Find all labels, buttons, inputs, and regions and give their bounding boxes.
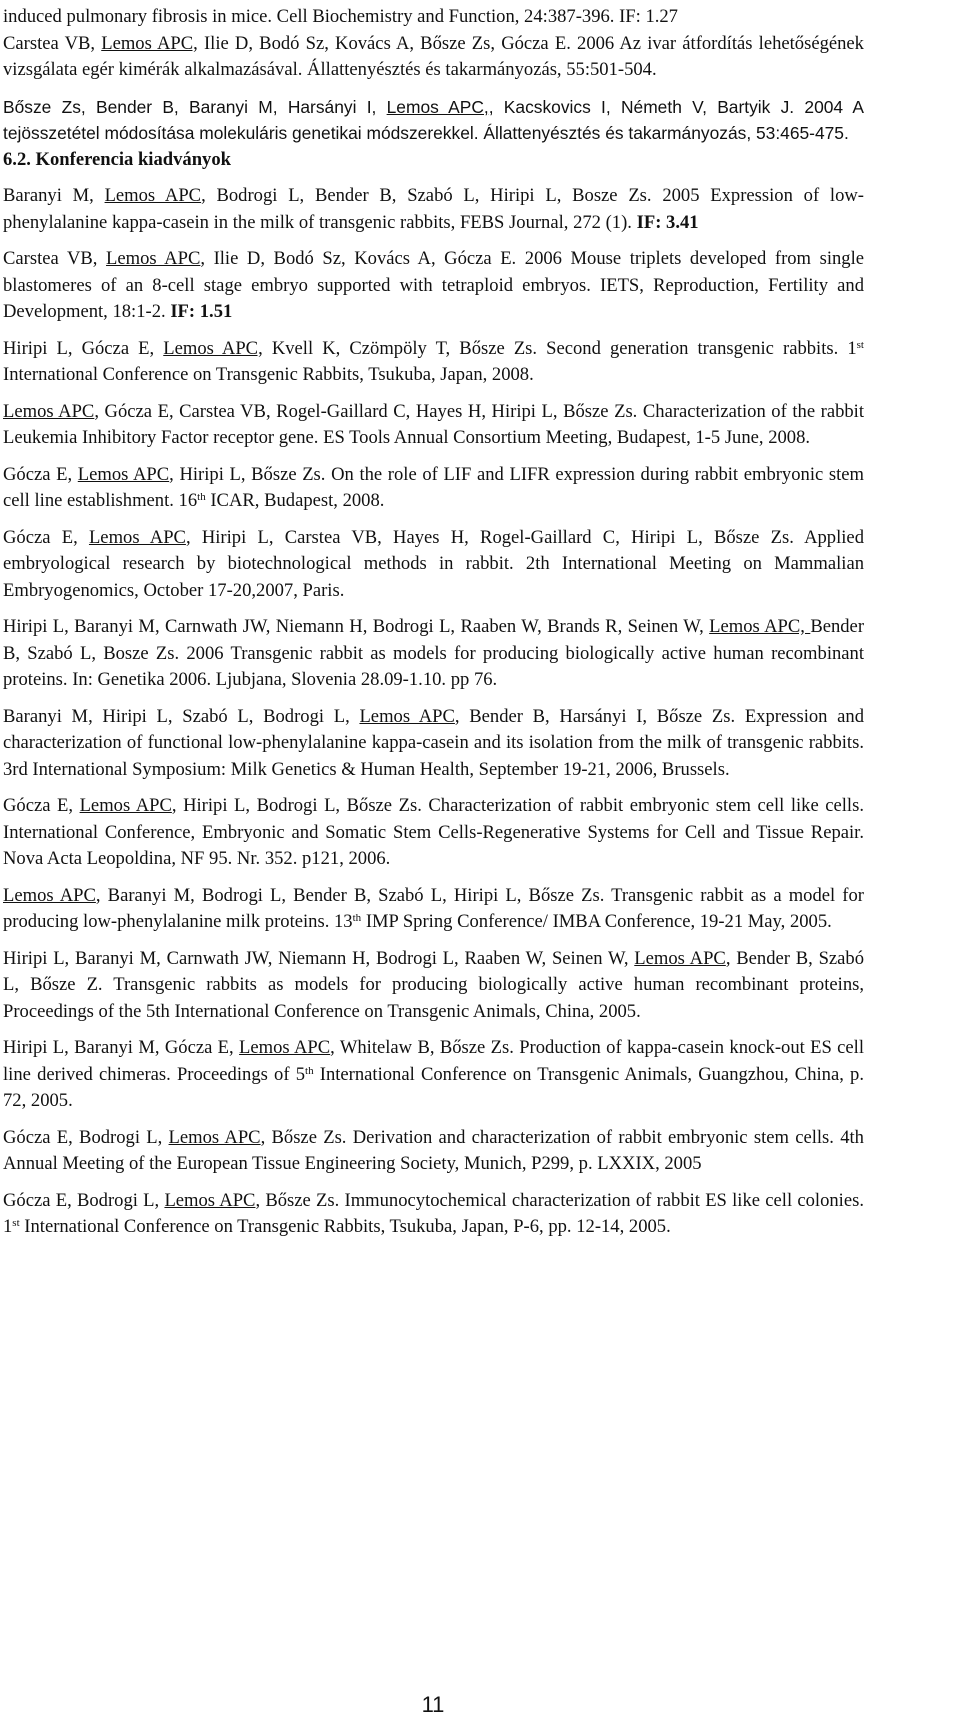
highlighted-author: Lemos APC <box>359 705 455 727</box>
conference-details: , Bodrogi L, Bender B, Szabó L, Hiripi L, Bosze Zs. 2005 Expression of low-phenylalanine kappa-casein in the milk of transgenic rabbits, FEBS Journal, 272 (1). <box>3 185 864 233</box>
conference-details-end: ICAR, Budapest, 2008. <box>205 490 385 511</box>
highlighted-author: Lemos APC, <box>709 616 811 637</box>
highlighted-author: Lemos APC <box>3 400 95 422</box>
conference-entry <box>3 399 864 452</box>
highlighted-author: Lemos APC <box>106 248 201 269</box>
conference-details: , Baranyi M, Bodrogi L, Bender B, Szabó L, Hiripi L, Bősze Zs. Transgenic rabbit as a model for producing low-phenylalanine milk proteins. 13 <box>3 884 864 932</box>
conference-entry <box>3 614 864 694</box>
conference-entry <box>3 183 864 236</box>
ordinal-suffix: st <box>856 338 864 351</box>
conference-entry <box>3 883 864 936</box>
conference-entry <box>3 1125 864 1178</box>
conference-entry <box>3 1188 864 1241</box>
highlighted-author: Lemos APC <box>164 1189 256 1211</box>
conference-authors: Gócza E, <box>3 526 89 548</box>
ordinal-suffix: st <box>12 1216 20 1229</box>
ordinal-suffix: th <box>352 911 362 924</box>
highlighted-author: Lemos APC <box>77 463 170 485</box>
conference-details: , Hiripi L, Bősze Zs. On the role of LIF and LIFR expression during rabbit embryonic stem cell line establishment. 16 <box>3 463 864 511</box>
conference-entry <box>3 462 864 515</box>
conference-entry <box>3 704 864 784</box>
ordinal-suffix: th <box>305 1064 314 1077</box>
highlighted-author: Lemos APC <box>88 526 186 548</box>
conference-entry <box>3 336 864 389</box>
conference-authors: Gócza E, Bodrogi L, <box>3 1189 165 1211</box>
conference-details-end: IMP Spring Conference/ IMBA Conference, 19-21 May, 2005. <box>361 911 832 932</box>
conference-list <box>3 183 864 1241</box>
conference-authors: Hiripi L, Baranyi M, Carnwath JW, Niemann H, Bodrogi L, Raaben W, Brands R, Seinen W, <box>3 616 710 637</box>
impact-factor: IF: 3.41 <box>636 211 699 233</box>
conference-entry <box>3 525 864 605</box>
conference-details: , Bősze Zs. Derivation and characterization of rabbit embryonic stem cells. 4th Annual Meeting of the European Tissue Engineering Society, Munich, P299, p. LXXIX, 2005 <box>3 1126 864 1174</box>
highlighted-author: Lemos APC, <box>163 337 263 359</box>
conference-entry <box>3 793 864 873</box>
conference-authors: Gócza E, <box>3 795 80 816</box>
conference-entry <box>3 246 864 326</box>
conference-details-end: International Conference on Transgenic Rabbits, Tsukuba, Japan, P-6, pp. 12-14, 2005. <box>19 1216 671 1237</box>
publication-details: , Kacskovics I, Németh V, Bartyik J. 2004 A tejösszetétel módosítása molekuláris genetikai módszerekkel. Állattenyésztés és takarmányozás, 53:465-475. <box>3 96 864 143</box>
conference-authors: Gócza E, <box>3 463 78 485</box>
publication-text: induced pulmonary fibrosis in mice. Cell Biochemistry and Function, 24:387-396. IF: 1.27 <box>3 6 678 27</box>
conference-details: , Bősze Zs. Immunocytochemical characterization of rabbit ES like cell colonies. 1 <box>3 1189 864 1237</box>
conference-details: , Bender B, Szabó L, Bősze Z. Transgenic rabbits as models for producing biologically active human recombinant proteins, Proceedings of the 5th International Conference on Transgenic Animals, China, 2005. <box>3 947 865 1022</box>
conference-details: , Hiripi L, Bodrogi L, Bősze Zs. Characterization of rabbit embryonic stem cell like cells. International Conference, Embryonic and Somatic Stem Cells-Regenerative Systems for Cell and Tissue Repair. Nova Acta Leopoldina, NF 95. Nr. 352. p121, 2006. <box>3 795 864 869</box>
conference-details: , Whitelaw B, Bősze Zs. Production of kappa-casein knock-out ES cell line derived chimeras. Proceedings of 5 <box>3 1037 865 1085</box>
highlighted-author: Lemos APC <box>3 884 96 906</box>
highlighted-author: Lemos APC <box>239 1037 331 1058</box>
conference-entry <box>3 1035 864 1115</box>
ordinal-suffix: th <box>197 490 206 503</box>
conference-entry <box>3 946 864 1026</box>
conference-details: , Hiripi L, Carstea VB, Hayes H, Rogel-Gaillard C, Hiripi L, Bősze Zs. Applied embryological research by biotechnological methods in rabbit. 2th International Meeting on Mammalian Embryogenomics, October 17-20,2007, Paris. <box>3 526 864 601</box>
section-heading: 6.2. Konferencia kiadványok <box>3 148 231 170</box>
conference-authors: Hiripi L, Baranyi M, Gócza E, <box>3 1037 240 1058</box>
highlighted-author: Lemos APC <box>634 947 726 969</box>
conference-authors: Hiripi L, Baranyi M, Carnwath JW, Niemann H, Bodrogi L, Raaben W, Seinen W, <box>3 947 635 969</box>
highlighted-author: Lemos APC <box>104 185 202 206</box>
conference-authors: Baranyi M, Hiripi L, Szabó L, Bodrogi L, <box>3 705 360 727</box>
highlighted-author: Lemos APC <box>79 795 172 816</box>
publication-entry <box>3 31 864 84</box>
highlighted-author: Lemos APC, <box>386 96 489 117</box>
publication-entry <box>3 94 864 147</box>
page-number: 11 <box>421 1692 445 1717</box>
conference-details-end: International Conference on Transgenic Animals, Guangzhou, China, p. 72, 2005. <box>3 1063 864 1111</box>
conference-authors: Baranyi M, <box>3 185 105 206</box>
conference-details-end: International Conference on Transgenic Rabbits, Tsukuba, Japan, 2008. <box>3 364 534 385</box>
conference-details: Bender B, Szabó L, Bosze Zs. 2006 Transgenic rabbit as models for producing biologically active human recombinant proteins. In: Genetika 2006. Ljubjana, Slovenia 28.09-1.10. pp 76. <box>3 616 865 690</box>
conference-details: , Gócza E, Carstea VB, Rogel-Gaillard C, Hayes H, Hiripi L, Bősze Zs. Characterization of the rabbit Leukemia Inhibitory Factor receptor gene. ES Tools Annual Consortium Meeting, Budapest, 1-5 June, 2008. <box>3 400 865 448</box>
conference-authors: Gócza E, Bodrogi L, <box>3 1126 169 1148</box>
conference-details: , Bender B, Harsányi I, Bősze Zs. Expression and characterization of functional low-phenylalanine kappa-casein and its isolation from the milk of transgenic rabbits. 3rd International Symposium: Milk Genetics & Human Health, September 19-21, 2006, Brussels. <box>3 705 864 780</box>
publication-entry-continued <box>3 4 864 31</box>
highlighted-author: Lemos APC, <box>101 32 198 54</box>
impact-factor: IF: 1.51 <box>170 301 233 322</box>
highlighted-author: Lemos APC <box>168 1126 261 1148</box>
publication-details: Ilie D, Bodó Sz, Kovács A, Bősze Zs, Gócza E. 2006 Az ivar átfordítás lehetőségének vizsgálata egér kimérák alkalmazásával. Állattenyésztés és takarmányozás, 55:501-504. <box>3 32 864 80</box>
conference-details: , Ilie D, Bodó Sz, Kovács A, Gócza E. 2006 Mouse triplets developed from single blastomeres of an 8-cell stage embryo supported with tetraploid embryos. IETS, Reproduction, Fertility and Development, 18:1-2. <box>3 248 865 322</box>
publication-authors: Carstea VB, <box>3 32 102 54</box>
conference-authors: Carstea VB, <box>3 248 107 269</box>
publication-authors: Bősze Zs, Bender B, Baranyi M, Harsányi I, <box>3 96 387 117</box>
conference-authors: Hiripi L, Gócza E, <box>3 337 164 359</box>
conference-details: Kvell K, Czömpöly T, Bősze Zs. Second generation transgenic rabbits. 1 <box>262 337 857 359</box>
